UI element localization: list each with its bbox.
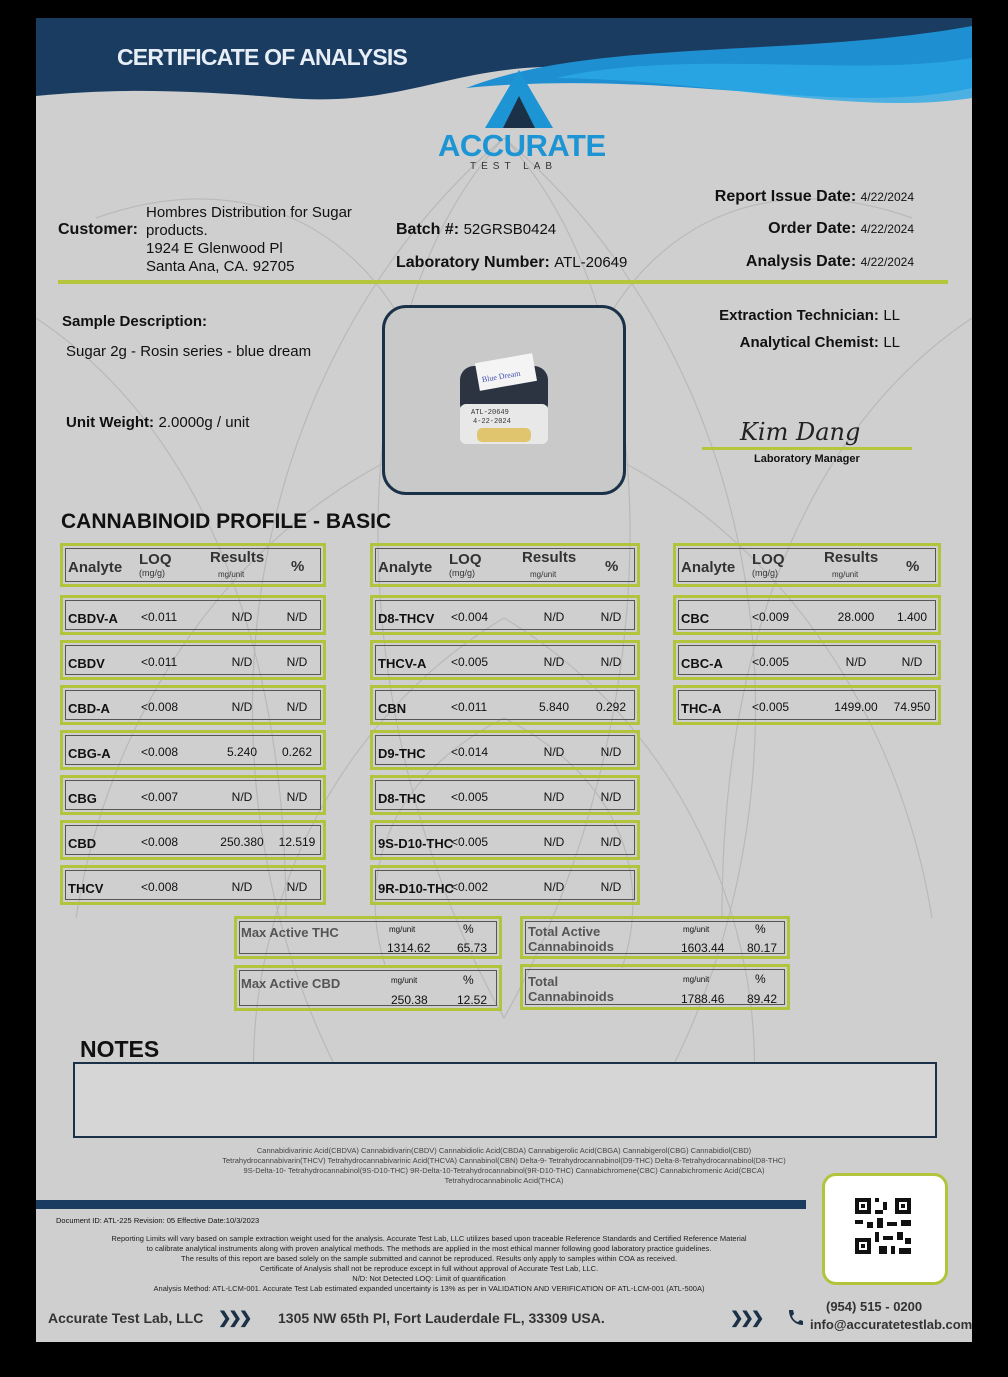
cell-result: N/D (231, 880, 253, 894)
disclaimer-line: Analysis Method: ATL-LCM-001. Accurate Test Lab estimated expanded uncertainty is 13% as per in VALIDATION AND VERIFICATION OF ATL-LCM-001 (ATL-500A) (153, 1284, 705, 1293)
table-row (60, 820, 326, 860)
cell-analyte: CBD (68, 836, 97, 851)
lab-number-field (396, 254, 627, 272)
cell-analyte: THC-A (681, 701, 722, 716)
cell-pct: 12.519 (278, 835, 316, 849)
max-cbd-pct-label: % (463, 973, 474, 987)
table-row (370, 865, 640, 905)
cell-result: N/D (543, 745, 565, 759)
batch-field (396, 221, 556, 239)
sample-jar-image (385, 308, 623, 492)
total-pct-label: % (755, 972, 766, 986)
total-active-unit: mg/unit (683, 925, 710, 934)
cell-analyte: CBDV (68, 656, 105, 671)
phone-icon (786, 1308, 804, 1326)
report-date-label: Report Issue Date: (714, 188, 857, 205)
cell-result: 5.240 (226, 745, 258, 759)
cell-pct: N/D (286, 880, 308, 894)
document-title: CERTIFICATE OF ANALYSIS (117, 44, 407, 70)
table-row (673, 685, 941, 725)
cell-pct: N/D (901, 655, 923, 669)
total-unit: mg/unit (683, 975, 710, 984)
header-results: Results (824, 549, 879, 566)
footer-phone[interactable]: (954) 515 - 0200 (826, 1299, 923, 1314)
table-row (370, 820, 640, 860)
cell-analyte: CBN (378, 701, 407, 716)
cell-loq: <0.009 (752, 610, 790, 624)
manager-title: Laboratory Manager (754, 453, 860, 465)
cell-pct: N/D (600, 610, 622, 624)
lab-number-label: Laboratory Number: (396, 254, 550, 271)
cell-loq: <0.007 (141, 790, 179, 804)
cell-analyte: CBD-A (68, 701, 110, 716)
unit-weight-field (66, 414, 249, 432)
max-thc-box (234, 916, 502, 959)
max-cbd-pct: 12.52 (457, 993, 488, 1007)
max-cbd-label: Max Active CBD (241, 976, 341, 991)
cell-pct: 0.292 (595, 700, 627, 714)
cell-analyte: CBC (681, 611, 710, 626)
cell-result: N/D (543, 835, 565, 849)
total-mg: 1788.46 (681, 992, 725, 1006)
qr-code-icon (825, 1176, 945, 1282)
cell-pct: N/D (600, 835, 622, 849)
cell-result: N/D (845, 655, 867, 669)
cell-loq: <0.011 (141, 610, 178, 624)
cell-loq: <0.005 (451, 655, 489, 669)
header-results-unit: mg/unit (218, 570, 245, 579)
notes-title: NOTES (80, 1036, 160, 1062)
cell-loq: <0.005 (451, 790, 489, 804)
total-label-line2: Cannabinoids (528, 989, 614, 1004)
unit-weight-label: Unit Weight: (66, 414, 155, 431)
cell-analyte: THCV-A (378, 656, 427, 671)
cell-loq: <0.005 (752, 655, 790, 669)
header-loq-unit: (mg/g) (139, 568, 166, 578)
chemist-field (740, 334, 900, 352)
table-row (370, 685, 640, 725)
lab-number-value: ATL-20649 (554, 254, 628, 271)
document-id: Document ID: ATL-225 Revision: 05 Effective Date:10/3/2023 (56, 1216, 260, 1225)
analysis-date-field (746, 253, 914, 271)
cell-result: N/D (543, 610, 565, 624)
cell-loq: <0.008 (141, 880, 179, 894)
disclaimer-line: to calibrate analytical instruments along with proven analytical methods. The methods are applied in the most ethical manner following good laboratory practice guidelines. (146, 1244, 712, 1253)
cell-loq: <0.014 (451, 745, 489, 759)
cell-pct: N/D (600, 880, 622, 894)
footer-company: Accurate Test Lab, LLC (48, 1310, 204, 1326)
cell-analyte: CBG (68, 791, 97, 806)
max-thc-pct-label: % (463, 922, 474, 936)
analysis-date-value: 4/22/2024 (860, 255, 914, 269)
cell-analyte: D9-THC (378, 746, 426, 761)
footer-address: 1305 NW 65th Pl, Fort Lauderdale FL, 33309 USA. (278, 1310, 605, 1326)
jar-label-handwritten: Blue Dream (481, 368, 522, 385)
cell-pct: 1.400 (896, 610, 928, 624)
total-active-label (528, 924, 614, 954)
sample-description-value: Sugar 2g - Rosin series - blue dream (66, 343, 312, 360)
table-row (60, 685, 326, 725)
table-row (673, 595, 941, 635)
header-analyte: Analyte (68, 559, 123, 576)
extraction-tech-field (719, 307, 900, 325)
glossary-line: Tetrahydrocannabivarin(THCV) Tetrahydrocannabivarinic Acid(THCVA) Cannabinol(CBN) Delta-9- Tetrahydrocannabinol(D9-THC) Delta-8-Tetrahydrocannabinol(D8-THC) (222, 1156, 786, 1165)
batch-value: 52GRSB0424 (463, 221, 557, 238)
notes-content (75, 1064, 935, 1076)
header-loq: LOQ (449, 551, 482, 568)
disclaimer-line: Certificate of Analysis shall not be reproduce except in full without approval of Accurate Test Lab, LLC. (259, 1264, 599, 1273)
unit-weight-value: 2.0000g / unit (158, 414, 250, 431)
max-cbd-unit: mg/unit (391, 976, 418, 985)
header-divider (58, 280, 948, 284)
header-results: Results (522, 549, 577, 566)
sample-photo (382, 305, 626, 495)
cell-loq: <0.002 (451, 880, 489, 894)
table-row (60, 595, 326, 635)
cell-analyte: D8-THC (378, 791, 426, 806)
cell-analyte: 9R-D10-THC (378, 881, 454, 896)
qr-code-frame[interactable] (822, 1173, 948, 1285)
total-cannabinoids-box (520, 964, 790, 1010)
table-row (60, 730, 326, 770)
glossary-line: Tetrahydrocannabinolic Acid(THCA) (444, 1176, 564, 1185)
chevrons-icon: ❯❯❯ (730, 1310, 762, 1327)
max-cbd-box (234, 965, 502, 1011)
cell-pct: N/D (600, 745, 622, 759)
glossary-line: Cannabidivarinic Acid(CBDVA) Cannabidivarin(CBDV) Cannabidiolic Acid(CBDA) Cannabigerolic Acid(CBGA) Cannabigerol(CBG) Cannabidiol(CBD) (256, 1146, 752, 1155)
cell-result: N/D (543, 790, 565, 804)
sample-description-label: Sample Description: (62, 313, 208, 330)
table-row (370, 595, 640, 635)
cell-analyte: D8-THCV (378, 611, 435, 626)
cell-loq: <0.008 (141, 700, 179, 714)
cell-analyte: CBC-A (681, 656, 723, 671)
jar-label-code: ATL-20649 (471, 409, 509, 417)
cell-result: N/D (231, 790, 253, 804)
cell-pct: N/D (286, 655, 308, 669)
max-thc-label: Max Active THC (241, 925, 339, 940)
customer-line: 1924 E Glenwood Pl (146, 240, 283, 257)
header-loq-unit: (mg/g) (752, 568, 779, 578)
customer-line: Hombres Distribution for Sugar (146, 204, 352, 221)
table-row (370, 640, 640, 680)
table-header-box (370, 543, 640, 587)
table-row (370, 775, 640, 815)
table-header-box (60, 543, 326, 587)
cell-analyte: THCV (68, 881, 104, 896)
header-loq: LOQ (139, 551, 172, 568)
cell-loq: <0.004 (451, 610, 489, 624)
header-analyte: Analyte (378, 559, 433, 576)
footer-email[interactable]: info@accuratetestlab.com (810, 1317, 972, 1332)
cell-result: 1499.00 (834, 700, 878, 714)
total-active-label-line2: Cannabinoids (528, 939, 614, 954)
total-active-pct-label: % (755, 922, 766, 936)
cell-analyte: CBDV-A (68, 611, 118, 626)
max-cbd-mg: 250.38 (391, 993, 428, 1007)
chemist-label: Analytical Chemist: (739, 334, 879, 351)
header-results: Results (210, 549, 265, 566)
cell-loq: <0.005 (451, 835, 489, 849)
header-results-unit: mg/unit (530, 570, 557, 579)
signature: Kim Dang (740, 418, 861, 446)
disclaimer-line: Reporting Limits will vary based on sample extraction weight used for the analysis. Accurate Test Lab, LLC utilizes based upon traceable Reference Standards and Certified Reference Material (111, 1234, 747, 1243)
header-results-unit: mg/unit (832, 570, 859, 579)
cell-analyte: 9S-D10-THC (378, 836, 454, 851)
table-row (370, 730, 640, 770)
cell-result: 5.840 (538, 700, 570, 714)
disclaimer-line: N/D: Not Detected LOQ: Limit of quantification (352, 1274, 506, 1283)
analysis-date-label: Analysis Date: (745, 253, 857, 270)
report-date-value: 4/22/2024 (860, 190, 914, 204)
cell-loq: <0.008 (141, 745, 179, 759)
profile-title: CANNABINOID PROFILE - BASIC (61, 510, 392, 533)
max-thc-unit: mg/unit (389, 925, 416, 934)
disclaimer-line: The results of this report are based solely on the sample submitted and cannot be reproduced. Results only apply to samples within COA as received. (180, 1254, 678, 1263)
table-row (60, 640, 326, 680)
order-date-value: 4/22/2024 (860, 222, 914, 236)
logo-wordmark: ACCURATE (438, 128, 606, 163)
table-header-box (673, 543, 941, 587)
header-analyte: Analyte (681, 559, 736, 576)
logo-triangle-icon (483, 68, 555, 130)
jar-label-date: 4-22-2024 (473, 418, 511, 426)
batch-label: Batch #: (396, 221, 460, 238)
glossary (76, 1146, 932, 1186)
total-active-mg: 1603.44 (681, 941, 725, 955)
cell-result: N/D (231, 610, 253, 624)
disclaimer (44, 1234, 814, 1294)
cell-pct: N/D (286, 700, 308, 714)
total-active-label-line1: Total Active (528, 924, 601, 939)
extraction-tech-value: LL (883, 307, 900, 324)
total-label-line1: Total (528, 974, 559, 989)
header-pct: % (291, 558, 305, 575)
cell-result: N/D (231, 700, 253, 714)
glossary-line: 9S-Delta-10- Tetrahydrocannabinol(9S-D10-THC) 9R-Delta-10-Tetrahydrocannabinol(9R-D10-THC) Cannabichromene(CBC) Cannabichromenic Acid(CBCA) (243, 1166, 765, 1175)
customer-details (146, 204, 352, 276)
customer-line: products. (146, 222, 208, 239)
table-row (60, 775, 326, 815)
report-date-field (715, 188, 914, 206)
signature-line (702, 447, 912, 450)
cell-loq: <0.008 (141, 835, 179, 849)
cell-loq: <0.011 (451, 700, 488, 714)
cell-result: N/D (543, 655, 565, 669)
cell-pct: N/D (600, 655, 622, 669)
max-thc-pct: 65.73 (457, 941, 488, 955)
total-label (528, 974, 614, 1004)
cell-pct: N/D (286, 610, 308, 624)
cell-loq: <0.011 (141, 655, 178, 669)
cell-pct: N/D (600, 790, 622, 804)
cell-result: 250.380 (220, 835, 264, 849)
cell-loq: <0.005 (752, 700, 790, 714)
header-pct: % (605, 558, 619, 575)
customer-label: Customer: (58, 221, 139, 238)
chemist-value: LL (883, 334, 900, 351)
order-date-label: Order Date: (768, 220, 857, 237)
cell-pct: 0.262 (281, 745, 313, 759)
cell-result: 28.000 (837, 610, 875, 624)
max-thc-mg: 1314.62 (387, 941, 431, 955)
order-date-field (768, 220, 914, 238)
notes-box (73, 1062, 937, 1138)
cell-analyte: CBG-A (68, 746, 111, 761)
certificate-page (36, 18, 972, 1342)
chevrons-icon: ❯❯❯ (218, 1310, 250, 1327)
table-row (60, 865, 326, 905)
total-pct: 89.42 (747, 992, 778, 1006)
footer-bar (36, 1200, 806, 1209)
cell-result: N/D (543, 880, 565, 894)
cell-pct: N/D (286, 790, 308, 804)
table-row (673, 640, 941, 680)
customer-line: Santa Ana, CA. 92705 (146, 258, 295, 275)
logo-subtitle: TEST LAB (470, 161, 558, 172)
total-active-pct: 80.17 (747, 941, 778, 955)
cell-pct: 74.950 (893, 700, 931, 714)
total-active-box (520, 916, 790, 959)
header-pct: % (906, 558, 920, 575)
header-loq: LOQ (752, 551, 785, 568)
extraction-tech-label: Extraction Technician: (719, 307, 879, 324)
header-loq-unit: (mg/g) (449, 568, 476, 578)
cell-result: N/D (231, 655, 253, 669)
